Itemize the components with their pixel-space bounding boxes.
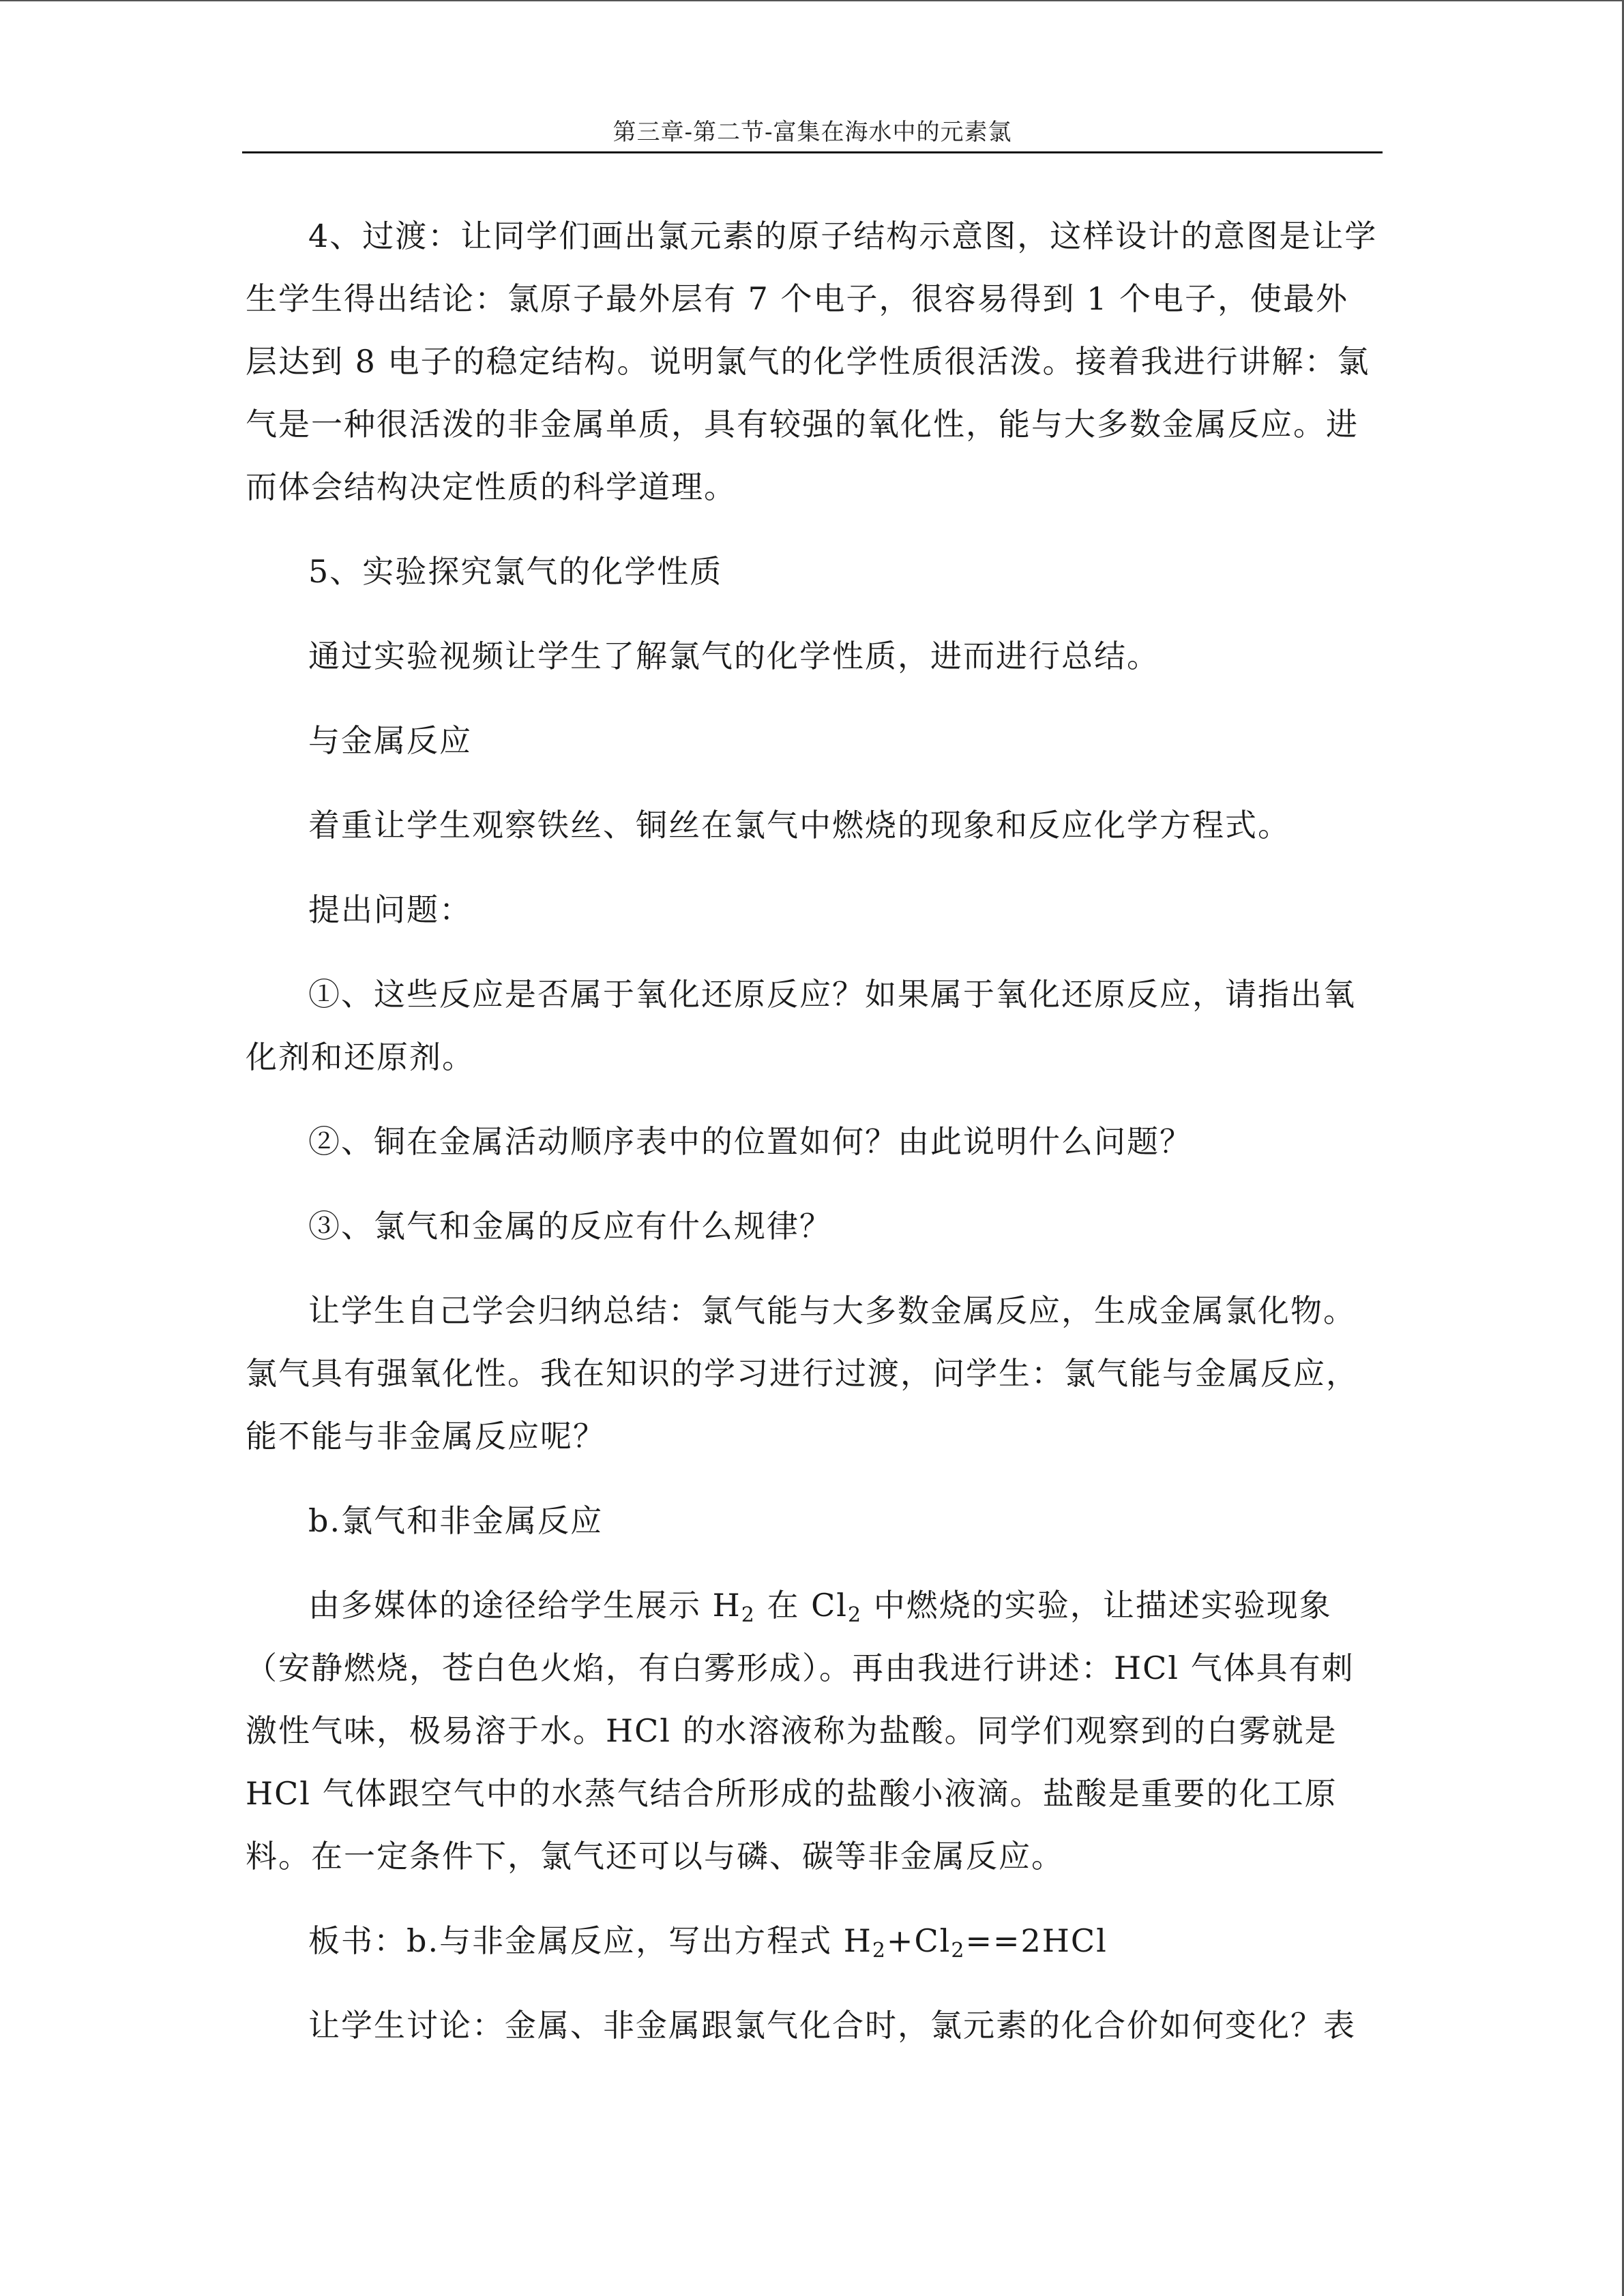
paragraph-hcl-demo xyxy=(246,1574,1378,1888)
text-span: +Cl xyxy=(886,1922,951,1959)
paragraph-question-3: ③、氯气和金属的反应有什么规律？ xyxy=(308,1208,832,1244)
paragraph-video-summary: 通过实验视频让学生了解氯气的化学性质，进而进行总结。 xyxy=(308,638,1160,674)
subscript: 2 xyxy=(848,1603,863,1627)
subscript: 2 xyxy=(872,1939,887,1963)
paragraph-nonmetal-heading: b.氯气和非金属反应 xyxy=(308,1502,604,1539)
paragraph-metal-reaction-heading: 与金属反应 xyxy=(308,722,472,759)
document-body xyxy=(246,205,1378,2078)
paragraph-summary: 让学生自己学会归纳总结：氯气能与大多数金属反应，生成金属氯化物。氯气具有强氧化性。我在知识的学习进行过渡，问学生：氯气能与金属反应，能不能与非金属反应呢？ xyxy=(246,1292,1359,1455)
text-span: 中燃烧的实验，让描述实验现象（安静燃烧，苍白色火焰，有白雾形成）。再由我进行讲述：HCl 气体具有刺激性气味，极易溶于水。HCl 的水溶液称为盐酸。同学们观察到的白雾就是 HCl 气体跟空气中的水蒸气结合所形成的盐酸小液滴。盐酸是重要的化工原料。在一定条件下，氯气还可以与磷、碳等非金属反应。 xyxy=(246,1587,1355,1875)
text-span: 在 Cl xyxy=(755,1587,848,1624)
paragraph-transition: 4、过渡：让同学们画出氯元素的原子结构示意图，这样设计的意图是让学生学生得出结论：氯原子最外层有 7 个电子，很容易得到 1 个电子，使最外层达到 8 电子的稳定结构。说明氯气的化学性质很活泼。接着我进行讲解：氯气是一种很活泼的非金属单质，具有较强的氧化性，能与大多数金属反应。进而体会结构决定性质的科学道理。 xyxy=(246,218,1378,505)
paragraph-experiment-heading: 5、实验探究氯气的化学性质 xyxy=(308,553,723,590)
text-span: ==2HCl xyxy=(965,1922,1108,1959)
page-border-top xyxy=(0,0,1624,1)
subscript: 2 xyxy=(741,1603,756,1627)
page-header xyxy=(242,109,1383,153)
paragraph-observation: 着重让学生观察铁丝、铜丝在氯气中燃烧的现象和反应化学方程式。 xyxy=(308,807,1290,844)
text-span: 板书：b.与非金属反应，写出方程式 H xyxy=(308,1922,872,1959)
header-title: 第三章-第二节-富集在海水中的元素氯 xyxy=(612,119,1012,146)
paragraph-question-1: ①、这些反应是否属于氧化还原反应？如果属于氧化还原反应，请指出氧化剂和还原剂。 xyxy=(246,976,1356,1075)
paragraph-question-2: ②、铜在金属活动顺序表中的位置如何？由此说明什么问题？ xyxy=(308,1123,1192,1160)
paragraph-discussion: 让学生讨论：金属、非金属跟氯气化合时，氯元素的化合价如何变化？表 xyxy=(308,2007,1356,2044)
paragraph-questions-heading: 提出问题： xyxy=(308,891,472,928)
text-span: 由多媒体的途径给学生展示 H xyxy=(308,1587,741,1624)
subscript: 2 xyxy=(951,1939,966,1963)
paragraph-blackboard-equation xyxy=(246,1909,1378,1972)
